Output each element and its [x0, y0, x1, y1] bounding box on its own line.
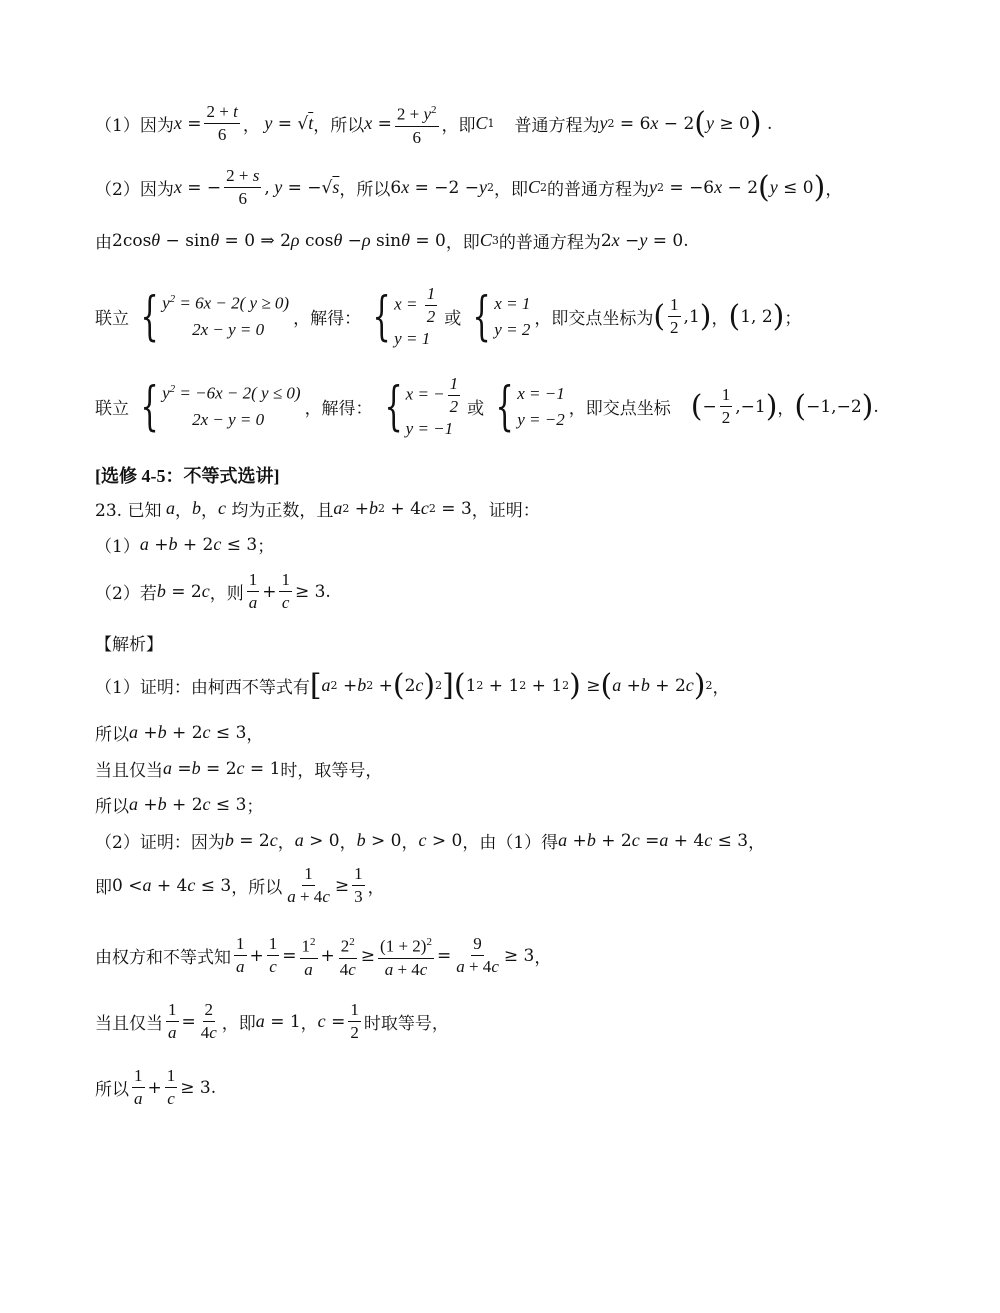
fraction: $\frac{2 + t}{6}$ — [206, 102, 238, 145]
text: 所以 — [95, 797, 129, 817]
proof-line-3: 当且仅当 a = b = 2 c = 1 时，取等号， — [95, 758, 383, 781]
text: ，解得： — [304, 399, 373, 419]
text: （1）证明：由柯西不等式有 — [95, 678, 310, 698]
text: . — [873, 396, 879, 417]
text: 23. 已知 — [95, 501, 162, 521]
solution-line-2: （2）因为 x = − $\frac{2 + s}{6}$ , y = −√ s ，所以 6 x = −2 − y 2 ，即 C 2 的普通方程为 y 2 = −6 x − 2 ( y ≤ 0 ) ， — [95, 166, 843, 208]
section-title: [选修 4-5：不等式选讲] — [95, 466, 280, 486]
text: ， — [825, 180, 843, 200]
text: ，即 — [445, 233, 480, 253]
text: （1） — [95, 537, 140, 557]
solution-system: { x = −1 y = −2 — [495, 376, 565, 437]
analysis-label: 【解析】 — [95, 635, 163, 655]
text: ； — [257, 537, 275, 557]
text: ，所以 — [231, 878, 283, 898]
text: 或 — [444, 309, 462, 329]
system-line-1: 联立 { $y^2 = 6x - 2$( y ≥ 0) 2x − y = 0 ，解得： { x = $\frac{1}{2}$ y = 1 或 { x = 1 y = 2 ，即交点坐标为 ( $\frac{1}{2}$ ,1 ) ， ( 1, 2 ) ； — [95, 284, 802, 348]
text: （2）若 — [95, 584, 157, 604]
proof-line-5: （2）证明：因为 b = 2 c ， a > 0 ， b > 0 ， c > 0 ，由（1）得 a + b + 2 c = a + 4 c ≤ 3 ， — [95, 830, 766, 853]
text: 时取等号， — [363, 1014, 449, 1034]
question-23-part-2: （2）若 b = 2 c ，则 $\frac{1}{a}$ + $\frac{1}{c}$ ≥ 3 . — [95, 570, 331, 612]
solution-system: { x = 1 y = 2 — [472, 286, 531, 347]
text: ，即 — [494, 180, 528, 200]
question-23-part-1: （1） a + b + 2 c ≤ 3 ； — [95, 534, 275, 557]
equation-system: { $y^2 = 6x - 2$( y ≥ 0) 2x − y = 0 — [140, 286, 290, 347]
text: （2）因为 — [95, 180, 174, 200]
proof-line-2: 所以 a + b + 2 c ≤ 3 ， — [95, 722, 264, 745]
text: ，解得： — [293, 309, 362, 329]
text: ，即交点坐标为 — [534, 309, 654, 329]
text: 的普通方程为 — [547, 180, 650, 200]
text: ； — [784, 309, 802, 329]
text: . — [683, 230, 689, 251]
text: 时，取等号， — [280, 761, 383, 781]
text: ，则 — [209, 584, 244, 604]
text: . — [767, 113, 773, 134]
text: ， — [748, 833, 766, 853]
text: ，证明： — [471, 501, 540, 521]
proof-line-6: 即 0 < a + 4 c ≤ 3 ，所以 $\frac{1}{a + 4c}$ ≥ $\frac{1}{3}$ ， — [95, 864, 385, 906]
text: （1）因为 — [95, 116, 174, 137]
text: 的普通方程为 — [498, 233, 601, 253]
proof-line-9: 所以 $\frac{1}{a}$ + $\frac{1}{c}$ ≥ 3 . — [95, 1066, 217, 1108]
equation-system: { $y^2 = -6x - 2$( y ≤ 0) 2x − y = 0 — [140, 376, 301, 437]
text: ， — [339, 833, 357, 853]
text: ， — [300, 1014, 318, 1034]
text: 当且仅当 — [95, 1014, 163, 1034]
solution-system: { x = − $\frac{1}{2}$ y = −1 — [384, 374, 459, 438]
solution-line-1: （1）因为 x = $\frac{2 + t}{6}$ ， y = √ t ，所以 x = $\frac{2 + y^2}{6}$ ，即 C 1 普通方程为 y 2 = 6 x − 2 ( y ≥ 0 ) . — [95, 100, 772, 148]
fraction: $\frac{2 + s}{6}$ — [226, 166, 260, 208]
proof-line-1: （1）证明：由柯西不等式有 [ a 2 + b 2 + ( 2 c ) 2 ] ( 1 2 + 1 2 + 1 2 ) ≥ ( a + b + 2 c ) 2 ， — [95, 668, 730, 703]
text: ， — [534, 948, 552, 969]
text: ， — [367, 878, 385, 898]
text: 即 — [95, 878, 112, 898]
text: . — [210, 1077, 217, 1098]
text: 所以 — [95, 725, 129, 745]
text: ， — [712, 678, 730, 698]
proof-line-4: 所以 a + b + 2 c ≤ 3 ； — [95, 794, 264, 817]
text: . — [325, 581, 331, 602]
text: （2）证明：因为 — [95, 833, 225, 853]
system-line-2: 联立 { $y^2 = -6x - 2$( y ≤ 0) 2x − y = 0 ，解得： { x = − $\frac{1}{2}$ y = −1 或 { x = −1 y = −2 ，即交点坐标 ( − $\frac{1}{2}$ ,−1 ) ， ( −1,−2 ) . — [95, 374, 879, 438]
text: 或 — [467, 399, 485, 419]
text: ，由（1）得 — [462, 833, 559, 853]
text: 当且仅当 — [95, 761, 163, 781]
proof-line-7: 由权方和不等式知 $\frac{1}{a}$ + $\frac{1}{c}$ = $\frac{1^2}{a}$ + $\frac{2^2}{4c}$ ≥ $\frac{(1 + 2)^2}{a + 4c}$ = $\frac{9}{a + 4c}$ ≥ 3 ， — [95, 932, 551, 980]
question-23: 23. 已知 a ， b ， c 均为正数，且 a 2 + b 2 + 4 c 2 = 3 ，证明： — [95, 498, 540, 521]
solution-system: { x = $\frac{1}{2}$ y = 1 — [372, 284, 436, 348]
text: 由 — [95, 233, 112, 253]
text: ， — [242, 116, 260, 137]
text: ； — [246, 797, 264, 817]
text: ，所以 — [339, 180, 391, 200]
fraction: $\frac{2 + y^2}{6}$ — [395, 100, 439, 148]
text: 由权方和不等式知 — [95, 948, 231, 969]
text: ，即 — [441, 116, 476, 137]
proof-line-8: 当且仅当 $\frac{1}{a}$ = $\frac{2}{4c}$ ，即 a = 1 ， c = $\frac{1}{2}$ 时取等号， — [95, 1000, 449, 1042]
text: ，即 — [221, 1014, 256, 1034]
text: 均为正数，且 — [231, 501, 334, 521]
text: ，即交点坐标 — [568, 399, 671, 419]
text: ， — [246, 725, 264, 745]
text: 联立 — [95, 309, 129, 329]
solution-line-3: 由 2cos θ − sin θ = 0 ⇒ 2 ρ cos θ − ρ sin θ = 0 ，即 C 3 的普通方程为 2 x − y = 0 . — [95, 230, 689, 253]
text: ， — [401, 833, 419, 853]
text: ，所以 — [313, 116, 365, 137]
text: ， — [277, 833, 295, 853]
text: 所以 — [95, 1080, 129, 1100]
text: 普通方程为 — [514, 116, 600, 137]
text: 联立 — [95, 399, 129, 419]
